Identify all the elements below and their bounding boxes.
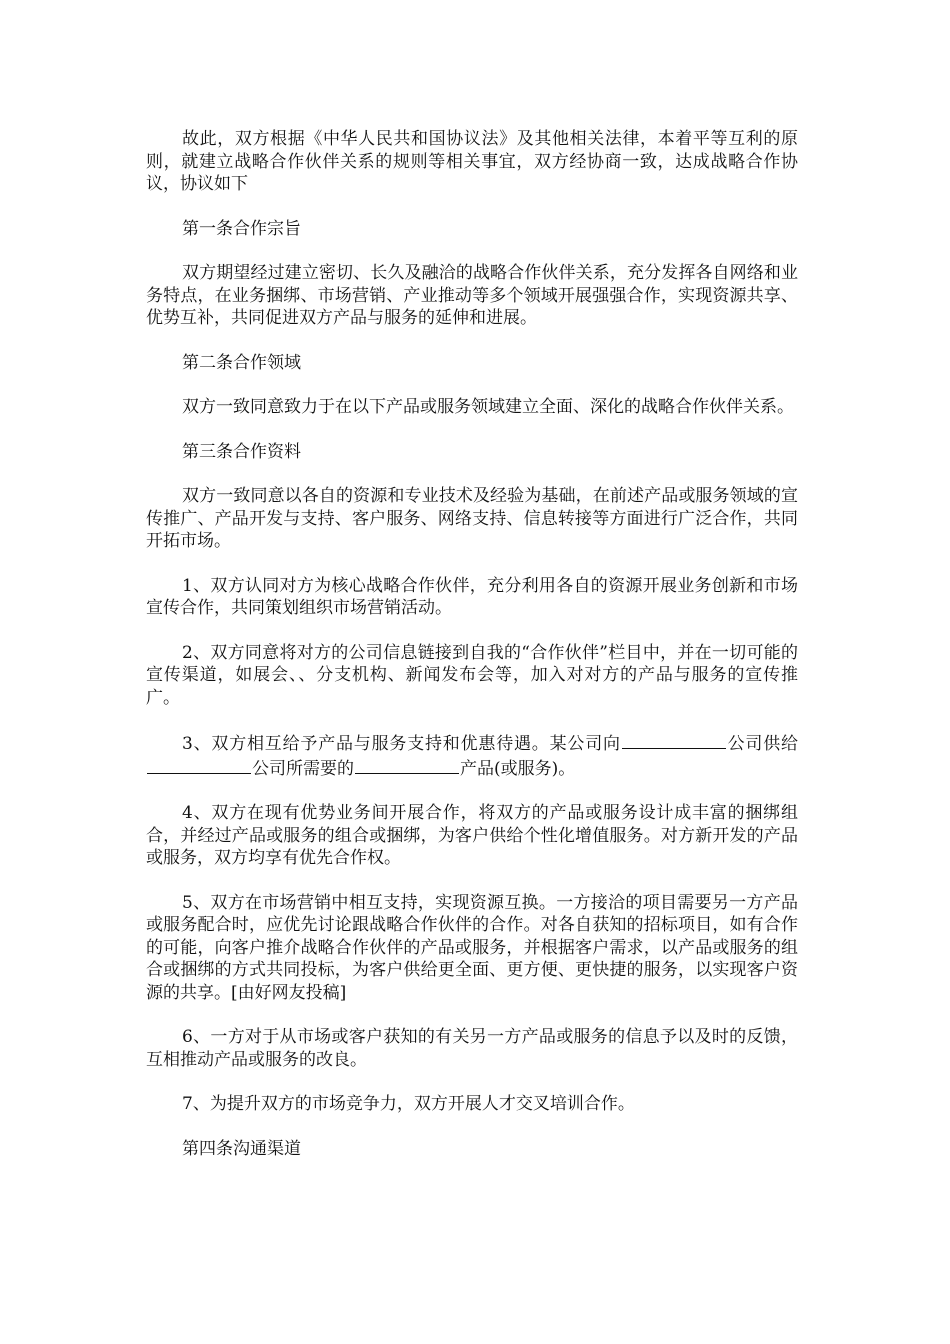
article-3-heading: 第三条合作资料: [182, 441, 301, 462]
article-1-body: 双方期望经过建立密切、长久及融洽的战略合作伙伴关系，充分发挥各自网络和业务特点，在业务捆绑、市场营销、产业推动等多个领域开展强强合作，实现资源共享、优势互补，共同促进双方产品与服务的延伸和进展。: [146, 263, 798, 328]
clause-3-text-b: 公司供给: [726, 734, 798, 754]
article-2-body: 双方一致同意致力于在以下产品或服务领域建立全面、深化的战略合作伙伴关系。: [182, 397, 794, 417]
document-page: [146, 128, 798, 1182]
clause-4: 4、双方在现有优势业务间开展合作，将双方的产品或服务设计成丰富的捆绑组合，并经过产品或服务的组合或捆绑，为客户供给个性化增值服务。对方新开发的产品或服务，双方均享有优先合作权。: [146, 803, 798, 868]
article-4-heading: 第四条沟通渠道: [182, 1138, 301, 1159]
clause-1: 1、双方认同对方为核心战略合作伙伴，充分利用各自的资源开展业务创新和市场宣传合作，共同策划组织市场营销活动。: [146, 575, 798, 618]
clause-2: 2、双方同意将对方的公司信息链接到自我的“合作伙伴”栏目中，并在一切可能的宣传渠道，如展会、、分支机构、新闻发布会等，加入对对方的产品与服务的宣传推广。: [146, 642, 798, 708]
clause-6: 6、一方对于从市场或客户获知的有关另一方产品或服务的信息予以及时的反馈，互相推动产品或服务的改良。: [146, 1027, 798, 1070]
clause-3-text-a: 3、双方相互给予产品与服务支持和优惠待遇。某公司向: [182, 734, 621, 754]
intro-paragraph: 故此，双方根据《中华人民共和国协议法》及其他相关法律，本着平等互利的原则，就建立战略合作伙伴关系的规则等相关事宜，双方经协商一致，达成战略合作协议，协议如下: [146, 129, 798, 194]
clause-3-text-c: 公司所需要的: [252, 758, 354, 779]
fill-in-blank-company-b: [147, 756, 251, 774]
article-3-body: 双方一致同意以各自的资源和专业技术及经验为基础，在前述产品或服务领域的宣传推广、产品开发与支持、客户服务、网络支持、信息转接等方面进行广泛合作，共同开拓市场。: [146, 486, 798, 551]
article-2-heading: 第二条合作领域: [182, 352, 301, 373]
article-1-heading: 第一条合作宗旨: [182, 218, 301, 239]
clause-3: [146, 731, 798, 780]
clause-7: 7、为提升双方的市场竞争力，双方开展人才交叉培训合作。: [182, 1094, 635, 1114]
fill-in-blank-product: [355, 756, 459, 774]
fill-in-blank-company-a: [622, 731, 726, 749]
clause-5: 5、双方在市场营销中相互支持，实现资源互换。一方接洽的项目需要另一方产品或服务配合时，应优先讨论跟战略合作伙伴的合作。对各自获知的招标项目，如有合作的可能，向客户推介战略合作伙伴的产品或服务，并根据客户需求，以产品或服务的组合或捆绑的方式共同投标，为客户供给更全面、更方便、更快捷的服务，以实现客户资源的共享。[由好网友投稿]: [146, 892, 798, 1003]
clause-3-text-d: 产品(或服务)。: [460, 758, 576, 779]
